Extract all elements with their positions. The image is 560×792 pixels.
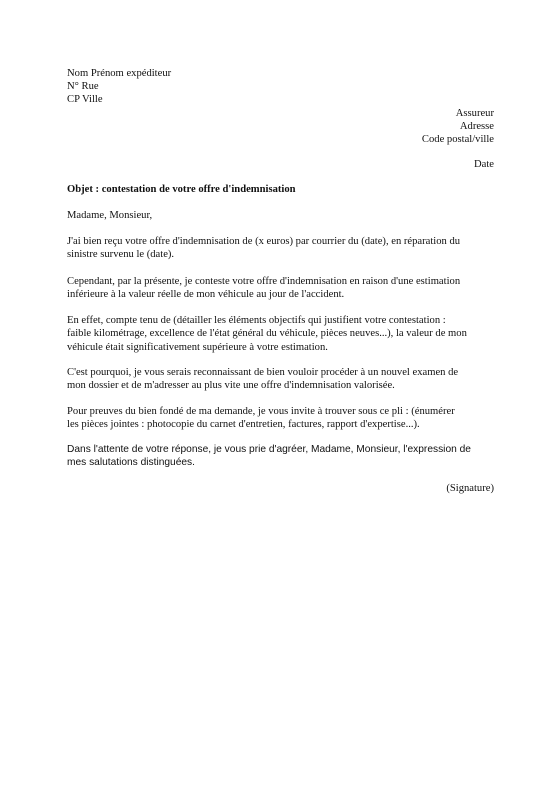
paragraph-contest (67, 275, 497, 302)
salutation: Madame, Monsieur, (67, 210, 153, 221)
recipient-address: Adresse (459, 121, 494, 132)
letter-subject: Objet : contestation de votre offre d'indemnisation (67, 184, 296, 195)
sender-street: N° Rue (67, 81, 99, 92)
paragraph-line: inférieure à la valeur réelle de mon véhicule au jour de l'accident. (67, 289, 345, 301)
paragraph-line: mon dossier et de m'adresser au plus vite une offre d'indemnisation valorisée. (67, 380, 395, 392)
paragraph-line: En effet, compte tenu de (détailler les éléments objectifs qui justifient votre contestation : (67, 315, 446, 326)
paragraph-line: mes salutations distinguées. (67, 457, 195, 469)
paragraph-line: véhicule était significativement supérieure à votre estimation. (67, 341, 328, 353)
paragraph-request (67, 366, 497, 393)
recipient-postal: Code postal/ville (421, 134, 494, 145)
paragraph-attachments (67, 405, 497, 432)
signature: (Signature) (446, 483, 494, 494)
paragraph-line: J'ai bien reçu votre offre d'indemnisation de (x euros) par courrier du (date), en réparation du (67, 236, 461, 247)
paragraph-closing (67, 443, 497, 470)
paragraph-line: faible kilométrage, excellence de l'état général du véhicule, pièces neuves...), la valeur de mon (67, 328, 467, 340)
letter-date: Date (474, 159, 494, 170)
paragraph-line: sinistre survenu le (date). (67, 249, 175, 261)
paragraph-line: C'est pourquoi, je vous serais reconnaissant de bien vouloir procéder à un nouvel examen de (67, 367, 459, 378)
paragraph-line: Cependant, par la présente, je conteste votre offre d'indemnisation en raison d'une estimation (67, 276, 461, 287)
recipient-name: Assureur (455, 108, 494, 119)
paragraph-line: Dans l'attente de votre réponse, je vous prie d'agréer, Madame, Monsieur, l'expression de (67, 444, 471, 455)
sender-name: Nom Prénom expéditeur (67, 68, 172, 79)
paragraph-line: les pièces jointes : photocopie du carnet d'entretien, factures, rapport d'expertise...). (67, 419, 420, 431)
sender-city: CP Ville (67, 94, 103, 105)
paragraph-receipt (67, 235, 497, 262)
paragraph-justification (67, 314, 497, 354)
paragraph-line: Pour preuves du bien fondé de ma demande, je vous invite à trouver sous ce pli : (énumérer (67, 406, 455, 417)
